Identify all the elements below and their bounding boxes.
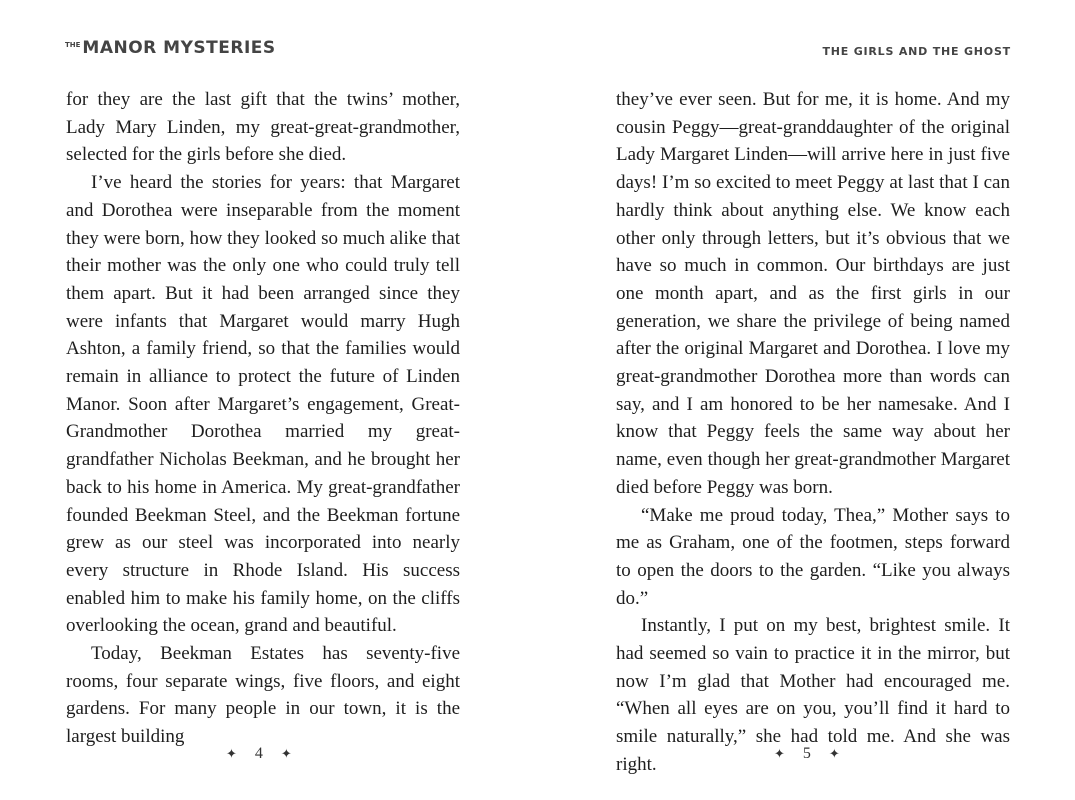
paragraph: Today, Beekman Estates has seventy-five rooms, four separate wings, five floors, and eight gardens. For many people in our town, it is the largest building [66,643,460,748]
paragraph: they’ve ever seen. But for me, it is home. And my cousin Peggy—great-granddaughter of the original Lady Margaret Linden—will arrive here in just five days! I’m so excited to meet Peggy at last that I can hardly think about anything else. We know each other only through letters, but it’s obvious that we have so much in common. Our birthdays are just one month apart, and as the first girls in our generation, we share the privilege of being named after the original Margaret and Dorothea. I love my great-grandmother Dorothea more than words can say, and I am honored to be her namesake. And I know that Peggy feels the same way about her name, even though her great-grandmother Margaret died before Peggy was born. [616,89,1010,498]
page-number: 5 [802,745,811,762]
series-title-main: MANOR MYSTERIES [82,38,276,58]
ornament-icon: ✦ [280,746,292,762]
left-page [0,0,537,800]
right-page [537,0,1075,800]
paragraph: I’ve heard the stories for years: that Margaret and Dorothea were inseparable from the moment they were born, how they looked so much alike that their mother was the only one who could truly tell them apart. But it had been arranged since they were infants that Margaret would marry Hugh Ashton, a family friend, so that the families would remain in alliance to protect the future of Linden Manor. Soon after Margaret’s engagement, Great-Grandmother Dorothea married my great-grandfather Nicholas Beekman, and he brought her back to his home in America. My great-grandfather founded Beekman Steel, and the Beekman fortune grew as our steel was incorporated into nearly every structure in Rhode Island. His success enabled him to make his family home, on the cliffs overlooking the ocean, grand and beautiful. [66,172,460,637]
book-title: THE GIRLS AND THE GHOST [822,45,1011,58]
left-folio [226,745,292,763]
page-number: 4 [254,745,263,762]
ornament-icon: ✦ [828,746,840,762]
paragraph: for they are the last gift that the twins’ mother, Lady Mary Linden, my great-great-grandmother, selected for the girls before she died. [66,89,460,166]
paragraph: “Make me proud today, Thea,” Mother says to me as Graham, one of the footmen, steps forward to open the doors to the garden. “Like you always do.” [616,504,1010,609]
paragraph: Instantly, I put on my best, brightest smile. It had seemed so vain to practice it in the mirror, but now I’m glad that Mother had encouraged me. “When all eyes are on you, you’ll find it hard to smile naturally,” she had told me. And she was right. [616,615,1010,775]
series-title-article: THE [65,41,81,49]
left-page-body [66,86,460,751]
right-page-body [616,86,1010,779]
ornament-icon: ✦ [774,746,785,762]
right-folio [774,745,840,763]
ornament-icon: ✦ [226,746,237,762]
series-title [65,38,276,58]
